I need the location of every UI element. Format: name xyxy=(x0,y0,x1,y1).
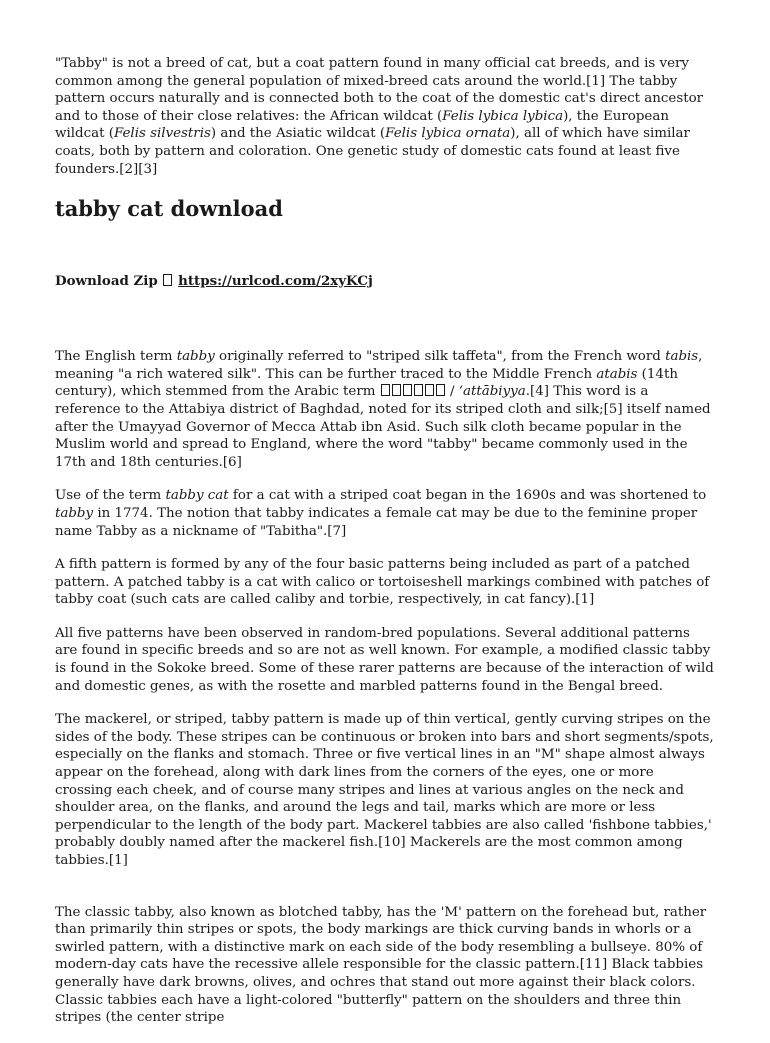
species-name: Felis lybica ornata xyxy=(385,126,511,142)
patched-tabby-paragraph: A fifth pattern is formed by any of the four basic patterns being included as part of a patched pattern. A patched tabby is a cat with calico or tortoiseshell markings combined with patches of tabby coat (such cats are called caliby and torbie, respectively, in cat fancy).[1] xyxy=(55,557,710,608)
intro-text: ) and the Asiatic wildcat ( xyxy=(210,126,386,142)
italic-term: ʻattābiyya xyxy=(458,384,526,400)
species-name: Felis lybica lybica xyxy=(442,108,564,124)
intro-text: ), the European wildcat ( xyxy=(55,108,669,142)
paragraph-text: The English term xyxy=(55,349,177,365)
italic-term: atabis xyxy=(596,366,638,382)
italic-term: tabby xyxy=(55,505,94,521)
paragraph-text: .[4] This word is a reference to the Attabiya district of Baghdad, noted for its striped cloth and silk;[5] itself named after the Umayyad Governor of Mecca Attab ibn Asid. Such silk cloth became popular in the Muslim world and spread to England, where the word "tabby" became commonly used in the 17th and 18th centuries.[6] xyxy=(55,384,711,470)
paragraph-text: originally referred to "striped silk taffeta", from the French word xyxy=(214,349,666,365)
download-line xyxy=(55,272,715,290)
page-title: tabby cat download xyxy=(55,196,283,222)
classic-tabby-paragraph: The classic tabby, also known as blotched tabby, has the 'M' pattern on the forehead but, rather than primarily thin stripes or spots, the body markings are thick curving bands in whorls or a swirled pattern, with a distinctive mark on each side of the body resembling a bullseye. 80% of modern-day cats have the recessive allele responsible for the classic pattern.[11] Black tabbies generally have dark browns, olives, and ochres that stand out more against their black colors. Classic tabbies each have a light-colored "butterfly" pattern on the shoulders and three thin stripes (the center stripe xyxy=(55,904,707,1026)
paragraph-text: for a cat with a striped coat began in the 1690s and was shortened to xyxy=(228,488,707,504)
paragraph-text: in 1774. The notion that tabby indicates a female cat may be due to the feminine proper name Tabby as a nickname of "Tabitha".[7] xyxy=(55,505,698,539)
paragraph-text: / xyxy=(445,384,459,400)
intro-paragraph xyxy=(55,55,715,178)
article-body xyxy=(55,348,715,1027)
intro-text: "Tabby" is not a breed of cat, but a coat pattern found in many official cat breeds, and is very common among the general population of mixed-breed cats around the world.[1] The tabby pattern occurs naturally and is connected both to the coat of the domestic cat's direct ancestor and to those of their close relatives: the African wildcat ( xyxy=(55,56,704,124)
term-usage-paragraph xyxy=(55,487,715,540)
document-page xyxy=(55,55,715,1043)
arabic-term-missing-glyphs xyxy=(380,384,446,399)
etymology-paragraph xyxy=(55,348,715,471)
intro-text: ), all of which have similar coats, both by pattern and coloration. One genetic study of domestic cats found at least five founders.[2][3] xyxy=(55,126,690,177)
italic-term: tabby cat xyxy=(165,488,229,504)
italic-term: tabis xyxy=(665,349,699,365)
download-label: Download Zip xyxy=(55,273,158,290)
download-link[interactable]: https://urlcod.com/2xyKCj xyxy=(178,273,373,290)
italic-term: tabby xyxy=(176,349,215,365)
species-name: Felis silvestris xyxy=(113,126,211,142)
missing-glyph-icon xyxy=(163,274,172,286)
patterns-paragraph: All five patterns have been observed in random-bred populations. Several additional patterns are found in specific breeds and so are not as well known. For example, a modified classic tabby is found in the Sokoke breed. Some of these rarer patterns are because of the interaction of wild and domestic genes, as with the rosette and marbled patterns found in the Bengal breed. xyxy=(55,625,714,694)
paragraph-text: Use of the term xyxy=(55,488,166,504)
paragraph-text: (14th century), which stemmed from the Arabic term xyxy=(55,366,678,400)
mackerel-paragraph: The mackerel, or striped, tabby pattern is made up of thin vertical, gently curving stripes on the sides of the body. These stripes can be continuous or broken into bars and short segments/spots, especially on the flanks and stomach. Three or five vertical lines in an "M" shape almost always appear on the forehead, along with dark lines from the corners of the eyes, one or more crossing each cheek, and of course many stripes and lines at various angles on the neck and shoulder area, on the flanks, and around the legs and tail, marks which are more or less perpendicular to the length of the body part. Mackerel tabbies are also called 'fishbone tabbies,' probably doubly named after the mackerel fish.[10] Mackerels are the most common among tabbies.[1] xyxy=(55,712,714,868)
paragraph-text: , meaning "a rich watered silk". This can be further traced to the Middle French xyxy=(55,349,703,382)
